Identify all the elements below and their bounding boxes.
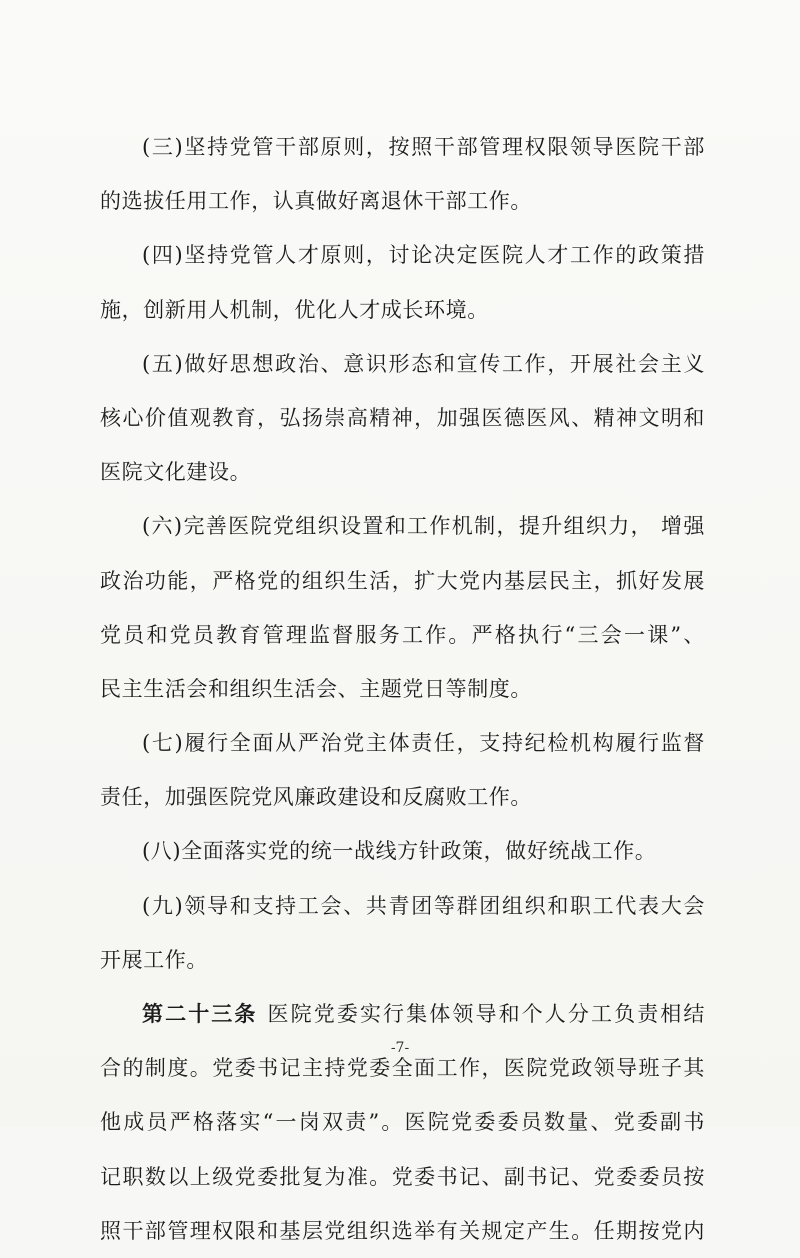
text-line: 开展工作。 (100, 947, 208, 972)
article-heading: 第二十三条 (142, 1002, 258, 1026)
text-line: 他成员严格落实“一岗双责”。医院党委委员数量、党委副书 (100, 1110, 705, 1135)
text-line: 记职数以上级党委批复为准。党委书记、副书记、党委委员按 (100, 1164, 705, 1189)
text-line: 合的制度。党委书记主持党委全面工作，医院党政领导班子其 (100, 1056, 705, 1081)
text-line: (七)履行全面从严治党主体责任，支持纪检机构履行监督 (142, 731, 705, 756)
article-text: 医院党委实行集体领导和个人分工负责相结 (267, 1002, 706, 1026)
paragraph-8 (100, 824, 705, 878)
paragraph-9 (100, 879, 705, 987)
text-line: 施，创新用人机制，优化人才成长环境。 (100, 297, 489, 322)
paragraph-5 (100, 337, 705, 500)
text-line: 党员和党员教育管理监督服务工作。严格执行“三会一课”、 (100, 622, 705, 647)
page-number: -7- (390, 1040, 410, 1056)
paragraph-3 (100, 120, 705, 228)
document-body (100, 120, 705, 1258)
paragraph-4 (100, 228, 705, 336)
text-line: (三)坚持党管干部原则，按照干部管理权限领导医院干部 (142, 135, 705, 159)
text-line: 的选拔任用工作，认真做好离退休干部工作。 (100, 189, 532, 214)
text-line: (四)坚持党管人才原则，讨论决定医院人才工作的政策措 (142, 243, 705, 268)
text-line: (九)领导和支持工会、共青团等群团组织和职工代表大会 (142, 893, 705, 918)
text-line (100, 987, 705, 1041)
text-line: (八)全面落实党的统一战线方针政策，做好统战工作。 (142, 839, 657, 864)
text-line: 医院文化建设。 (100, 460, 252, 485)
text-line: 民主生活会和组织生活会、主题党日等制度。 (100, 676, 532, 701)
paragraph-6 (100, 499, 705, 716)
text-line: 政治功能，严格党的组织生活，扩大党内基层民主，抓好发展 (100, 568, 705, 593)
article-23 (100, 987, 705, 1258)
text-line: 照干部管理权限和基层党组织选举有关规定产生。任期按党内 (100, 1218, 705, 1243)
text-line: (五)做好思想政治、意识形态和宣传工作，开展社会主义 (142, 351, 705, 376)
text-line: 核心价值观教育，弘扬崇高精神，加强医德医风、精神文明和 (100, 405, 705, 430)
text-line: (六)完善医院党组织设置和工作机制，提升组织力， 增强 (142, 514, 705, 539)
text-line: 责任，加强医院党风廉政建设和反腐败工作。 (100, 785, 532, 810)
paragraph-7 (100, 716, 705, 824)
